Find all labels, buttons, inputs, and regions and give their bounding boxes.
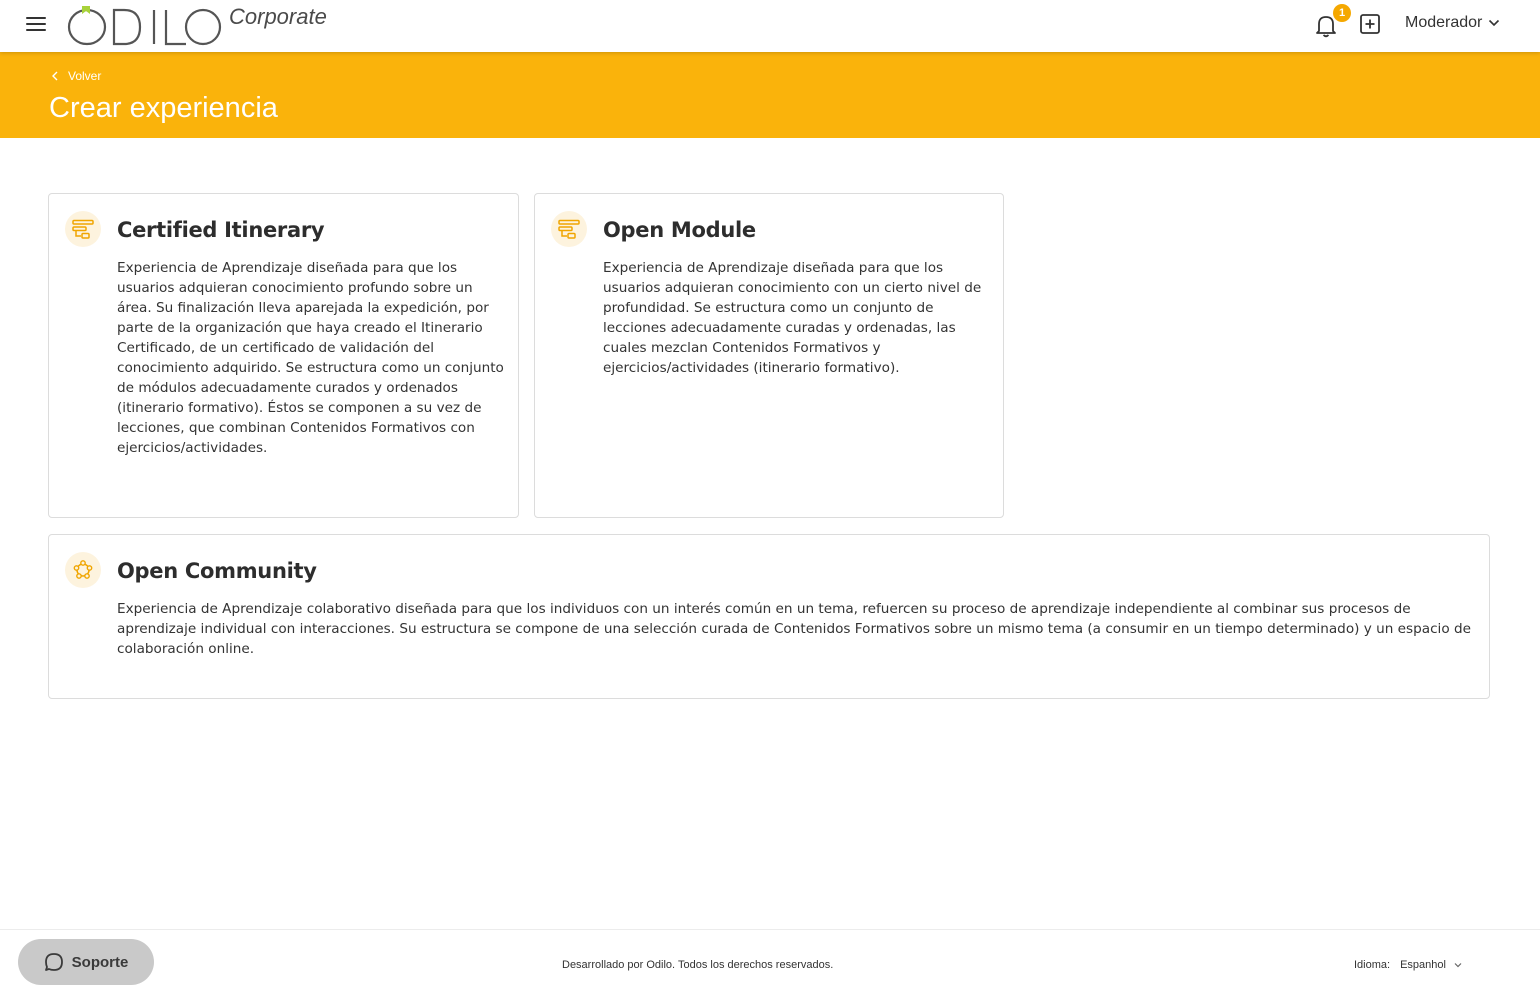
- experience-card-open-module[interactable]: [534, 193, 1004, 518]
- notification-count-badge: 1: [1333, 4, 1351, 22]
- chevron-left-icon: [52, 71, 58, 81]
- hamburger-menu-icon[interactable]: [26, 14, 46, 34]
- back-link[interactable]: [52, 69, 101, 83]
- language-selector: [1354, 959, 1462, 971]
- back-label: Volver: [68, 69, 102, 83]
- logo-subtitle: Corporate: [229, 4, 327, 29]
- language-dropdown[interactable]: [1400, 959, 1462, 971]
- experience-card-open-community[interactable]: [48, 534, 1490, 699]
- card-title: Certified Itinerary: [117, 218, 325, 242]
- card-description: Experiencia de Aprendizaje diseñada para que los usuarios adquieran conocimiento profundo sobre un área. Su finalización lleva aparejada la expedición, por parte de la organización que haya creado el Itinerario Certificado, de un certificado de validación del conocimiento adquirido. Se estructura como un conjunto de módulos adecuadamente curados y ordenados (itinerario formativo). Éstos se componen a su vez de lecciones, que combinan Contenidos Formativos con ejercicios/actividades.: [117, 260, 504, 456]
- community-icon: [65, 552, 101, 588]
- create-plus-icon[interactable]: [1359, 13, 1381, 35]
- support-button[interactable]: [18, 939, 154, 985]
- page-header-banner: [0, 52, 1540, 138]
- card-title: Open Module: [603, 218, 756, 242]
- module-icon: [551, 211, 587, 247]
- card-description: Experiencia de Aprendizaje colaborativo diseñada para que los individuos con un interés común en un tema, refuercen su proceso de aprendizaje independiente al combinar sus procesos de aprendizaje individual con interacciones. Su estructura se compone de una selección curada de Contenidos Formativos sobre un mismo tema (a consumir en un tiempo determinado) y un espacio de colaboración online.: [117, 601, 1471, 657]
- page-footer: [0, 929, 1540, 1000]
- card-title: Open Community: [117, 559, 317, 583]
- chevron-down-icon: [1488, 19, 1500, 27]
- user-role-label: Moderador: [1405, 14, 1483, 31]
- chevron-down-icon: [1454, 962, 1462, 968]
- odilo-logo[interactable]: [66, 2, 222, 48]
- copyright-text: Desarrollado por Odilo. Todos los derechos reservados.: [562, 959, 834, 971]
- page-title: Crear experiencia: [49, 92, 278, 124]
- top-navigation-bar: [0, 0, 1540, 52]
- card-description: Experiencia de Aprendizaje diseñada para que los usuarios adquieran conocimiento con un cierto nivel de profundidad. Se estructura como un conjunto de lecciones adecuadamente curadas y ordenadas, las cuales mezclan Contenidos Formativos y ejercicios/actividades (itinerario formativo).: [603, 260, 982, 376]
- language-value: Espanhol: [1400, 959, 1446, 971]
- chat-bubble-icon: [44, 952, 64, 972]
- experience-card-certified-itinerary[interactable]: [48, 193, 519, 518]
- user-role-dropdown[interactable]: [1405, 14, 1500, 32]
- language-label: Idioma:: [1354, 959, 1391, 971]
- support-label: Soporte: [71, 953, 129, 971]
- itinerary-icon: [65, 211, 101, 247]
